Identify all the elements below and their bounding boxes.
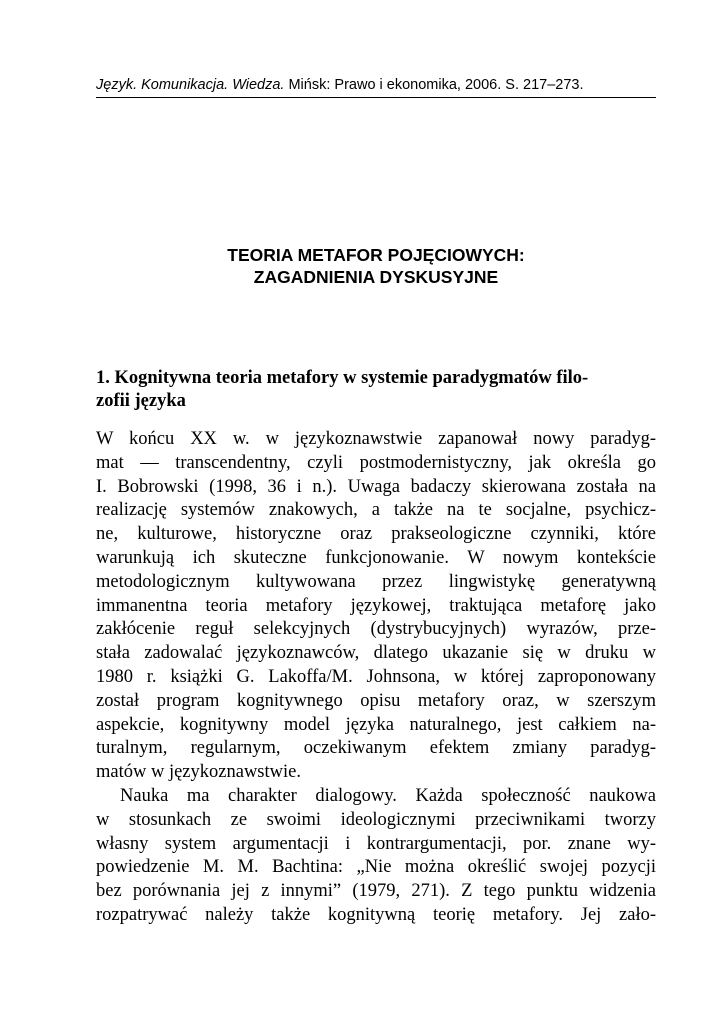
text-line: mat — transcendentny, czyli postmodernistyczny, jak określa go: [96, 452, 656, 473]
running-head: [96, 76, 654, 94]
text-line: Nauka ma charakter dialogowy. Każda społeczność naukowa: [120, 785, 656, 806]
journal-title: Język. Komunikacja. Wiedza.: [96, 77, 285, 93]
text-line: stała zadowalać językoznawców, dlatego ukazanie się w druku w: [96, 643, 656, 664]
text-line: W końcu XX w. w językoznawstwie zapanował nowy paradyg-: [96, 429, 656, 449]
text-line: ne, kulturowe, historyczne oraz prakseologiczne czynniki, które: [96, 524, 656, 545]
text-line: realizację systemów znakowych, a także na te socjalne, psychicz-: [96, 500, 656, 521]
publication-info: Mińsk: Prawo i ekonomika, 2006. S. 217–273.: [284, 77, 584, 93]
text-line: I. Bobrowski (1998, 36 i n.). Uwaga badaczy skierowana została na: [96, 476, 656, 497]
paragraph-1: [96, 428, 656, 785]
paragraph-2: [96, 785, 656, 928]
section-heading: [96, 367, 656, 413]
text-line: bez porównania jej z innymi” (1979, 271). Z tego punktu widzenia: [96, 881, 656, 902]
text-line: rozpatrywać należy także kognitywną teorię metafory. Jej zało-: [96, 904, 656, 925]
text-line: matów w językoznawstwie.: [96, 762, 301, 783]
section-heading-line-2: zofii języka: [96, 391, 186, 411]
article-title: [96, 244, 656, 288]
text-line: turalnym, regularnym, oczekiwanym efektem zmiany paradyg-: [96, 738, 656, 759]
article-title-line-2: ZAGADNIENIA DYSKUSYJNE: [253, 267, 499, 287]
article-title-line-1: TEORIA METAFOR POJĘCIOWYCH:: [227, 245, 525, 265]
body-text: [96, 428, 656, 928]
text-line: warunkują ich skuteczne funkcjonowanie. W nowym kontekście: [96, 547, 656, 568]
text-line: 1980 r. książki G. Lakoffa/M. Johnsona, w której zaproponowany: [96, 666, 656, 687]
text-line: zakłócenie reguł selekcyjnych (dystrybucyjnych) wyrazów, prze-: [96, 619, 656, 640]
text-line: powiedzenie M. M. Bachtina: „Nie można określić swojej pozycji: [96, 857, 656, 878]
text-line: w stosunkach ze swoimi ideologicznymi przeciwnikami tworzy: [96, 809, 656, 830]
text-line: został program kognitywnego opisu metafory oraz, w szerszym: [96, 690, 656, 711]
text-line: metodologicznym kultywowana przez lingwistykę generatywną: [96, 571, 656, 592]
header-rule: [96, 97, 656, 98]
section-heading-line-1: 1. Kognitywna teoria metafory w systemie paradygmatów filo-: [96, 368, 589, 388]
text-line: własny system argumentacji i kontrargumentacji, por. znane wy-: [96, 833, 656, 854]
text-line: aspekcie, kognitywny model języka naturalnego, jest całkiem na-: [96, 714, 656, 735]
text-line: immanentna teoria metafory językowej, traktująca metaforę jako: [96, 595, 656, 616]
